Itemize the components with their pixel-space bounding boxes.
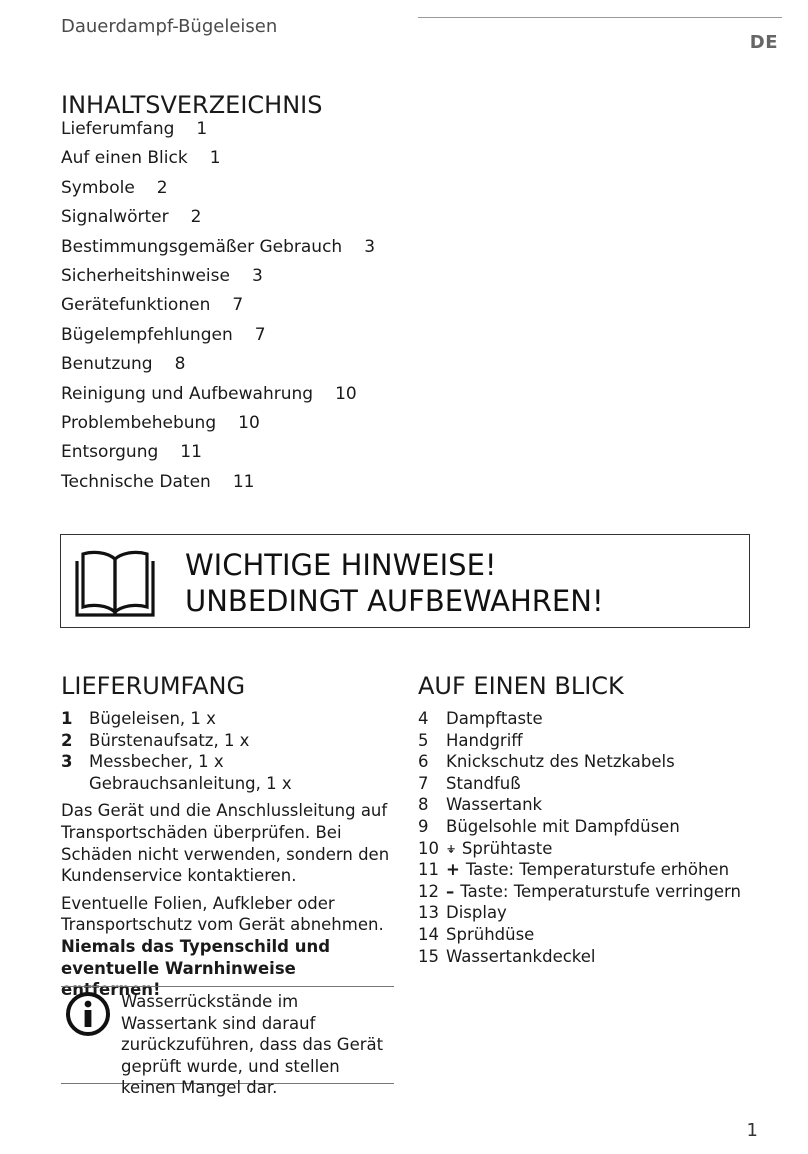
list-item — [418, 859, 788, 881]
list-item — [418, 902, 788, 924]
item-number: 3 — [61, 752, 73, 772]
toc-entry-label: Technische Daten — [61, 471, 211, 492]
toc-entry-label: Sicherheitshinweise — [61, 265, 230, 286]
item-text: Messbecher, 1 x — [89, 752, 224, 772]
item-text: Gebrauchsanleitung, 1 x — [89, 773, 292, 793]
info-note-box — [61, 986, 394, 1098]
delivery-contents-list — [61, 708, 395, 794]
transport-damage-paragraph: Das Gerät und die Anschlussleitung auf Transportschäden überprüfen. Bei Schäden nicht verwenden, sondern den Kundenservice kontaktieren. — [61, 801, 390, 886]
toc-entry[interactable] — [61, 438, 375, 467]
item-number: 14 — [418, 924, 439, 944]
list-item — [61, 730, 395, 752]
toc-entry-page: 1 — [196, 119, 208, 139]
item-number: 7 — [418, 773, 429, 793]
list-item — [418, 881, 788, 903]
toc-entry-label: Gerätefunktionen — [61, 295, 211, 316]
spray-icon: ⍖ — [446, 838, 456, 858]
toc-entry-page: 7 — [232, 295, 244, 316]
item-text: Dampftaste — [446, 709, 543, 728]
auf-einen-blick-heading: AUF EINEN BLICK — [418, 672, 624, 700]
toc-entry-label: Auf einen Blick — [61, 148, 188, 169]
item-text: Taste: Temperaturstufe erhöhen — [465, 860, 730, 880]
item-number: 8 — [418, 795, 429, 815]
toc-entry[interactable] — [61, 321, 375, 350]
table-of-contents — [61, 115, 375, 497]
toc-entry[interactable] — [61, 233, 375, 262]
toc-entry[interactable] — [61, 350, 375, 379]
lieferumfang-heading: LIEFERUMFANG — [61, 672, 246, 700]
open-book-icon — [71, 545, 159, 619]
item-number: 2 — [61, 730, 73, 750]
toc-entry-page: 11 — [232, 471, 255, 492]
list-item — [418, 751, 788, 773]
item-number: 9 — [418, 816, 429, 836]
toc-entry[interactable] — [61, 380, 375, 409]
toc-entry-page: 7 — [254, 324, 266, 345]
info-icon — [65, 991, 111, 1037]
info-note-text: Wasserrückstände im Wassertank sind darauf zurückzuführen, dass das Gerät geprüft wurde, und stellen keinen Mangel dar. — [121, 992, 384, 1098]
item-number: 13 — [418, 903, 439, 923]
list-item — [418, 708, 788, 730]
toc-entry[interactable] — [61, 144, 375, 173]
warning-label-paragraph: Niemals das Typenschild und eventuelle Warnhinweise entfernen! — [61, 936, 331, 1000]
toc-entry-label: Reinigung und Aufbewahrung — [61, 383, 314, 404]
item-text: Sprühdüse — [446, 924, 535, 944]
toc-entry-page: 10 — [335, 383, 357, 404]
item-number — [61, 773, 89, 795]
toc-entry[interactable] — [61, 262, 375, 291]
parts-overview-list — [418, 708, 788, 967]
list-item — [418, 816, 788, 838]
toc-entry-page: 2 — [190, 207, 202, 228]
item-text: Taste: Temperaturstufe verringern — [460, 881, 741, 901]
item-text: Wassertankdeckel — [446, 946, 596, 966]
item-text: Sprühtaste — [461, 838, 553, 858]
toc-entry-page: 10 — [238, 412, 260, 433]
toc-entry-label: Symbole — [61, 177, 135, 198]
item-text: Bügeleisen, 1 x — [89, 709, 216, 728]
notice-line-2: UNBEDINGT AUFBEWAHREN! — [185, 584, 604, 618]
notice-text — [185, 547, 604, 619]
list-item — [418, 773, 788, 795]
toc-entry[interactable] — [61, 409, 375, 438]
item-text: Bürstenaufsatz, 1 x — [89, 730, 250, 750]
toc-entry-label: Bügelempfehlungen — [61, 324, 233, 345]
toc-entry-page: 1 — [209, 148, 221, 169]
plus-icon: + — [446, 860, 460, 880]
auf-einen-blick-section — [418, 672, 788, 967]
item-number: 5 — [418, 730, 429, 750]
language-code: DE — [749, 32, 778, 53]
item-number: 11 — [418, 860, 439, 880]
lieferumfang-section — [61, 672, 395, 1001]
item-number: 12 — [418, 881, 439, 901]
list-item — [61, 773, 395, 795]
toc-entry[interactable] — [61, 468, 375, 497]
item-text: Display — [446, 903, 507, 923]
toc-entry[interactable] — [61, 174, 375, 203]
notice-line-1: WICHTIGE HINWEISE! — [185, 548, 497, 582]
item-number: 6 — [418, 752, 429, 772]
item-number: 1 — [61, 709, 73, 728]
header-divider — [418, 17, 782, 18]
toc-entry[interactable] — [61, 115, 375, 144]
toc-entry-label: Entsorgung — [61, 442, 159, 463]
toc-entry-label: Problembehebung — [61, 412, 217, 433]
document-title: Dauerdampf-Bügeleisen — [61, 16, 278, 37]
item-number: 10 — [418, 838, 439, 858]
toc-entry-page: 11 — [180, 442, 202, 463]
toc-entry-label: Signalwörter — [61, 207, 169, 228]
toc-heading: INHALTSVERZEICHNIS — [61, 91, 323, 120]
list-item — [418, 924, 788, 946]
item-number: 4 — [418, 709, 429, 728]
toc-entry-page: 3 — [251, 265, 263, 286]
remove-packaging-paragraph: Eventuelle Folien, Aufkleber oder Transportschutz vom Gerät abnehmen. — [61, 893, 384, 935]
toc-entry-label: Benutzung — [61, 354, 153, 375]
item-text: Standfuß — [446, 773, 521, 793]
toc-entry-page: 2 — [156, 177, 168, 198]
toc-entry[interactable] — [61, 291, 375, 320]
item-text: Knickschutz des Netzkabels — [446, 752, 675, 772]
item-text: Handgriff — [446, 730, 523, 750]
list-item — [61, 751, 395, 773]
toc-entry-label: Lieferumfang — [61, 119, 175, 139]
important-notice-box — [60, 534, 750, 628]
list-item — [418, 838, 788, 860]
item-number: 15 — [418, 946, 439, 966]
item-text: Bügelsohle mit Dampfdüsen — [446, 816, 680, 836]
toc-entry[interactable] — [61, 203, 375, 232]
toc-entry-label: Bestimmungsgemäßer Gebrauch — [61, 236, 343, 257]
toc-entry-page: 3 — [364, 236, 376, 257]
toc-entry-page: 8 — [174, 354, 186, 375]
minus-icon: – — [446, 881, 455, 901]
list-item — [61, 708, 395, 730]
item-text: Wassertank — [446, 795, 543, 815]
list-item — [418, 730, 788, 752]
list-item — [418, 794, 788, 816]
list-item — [418, 946, 788, 968]
page-number: 1 — [746, 1120, 758, 1141]
